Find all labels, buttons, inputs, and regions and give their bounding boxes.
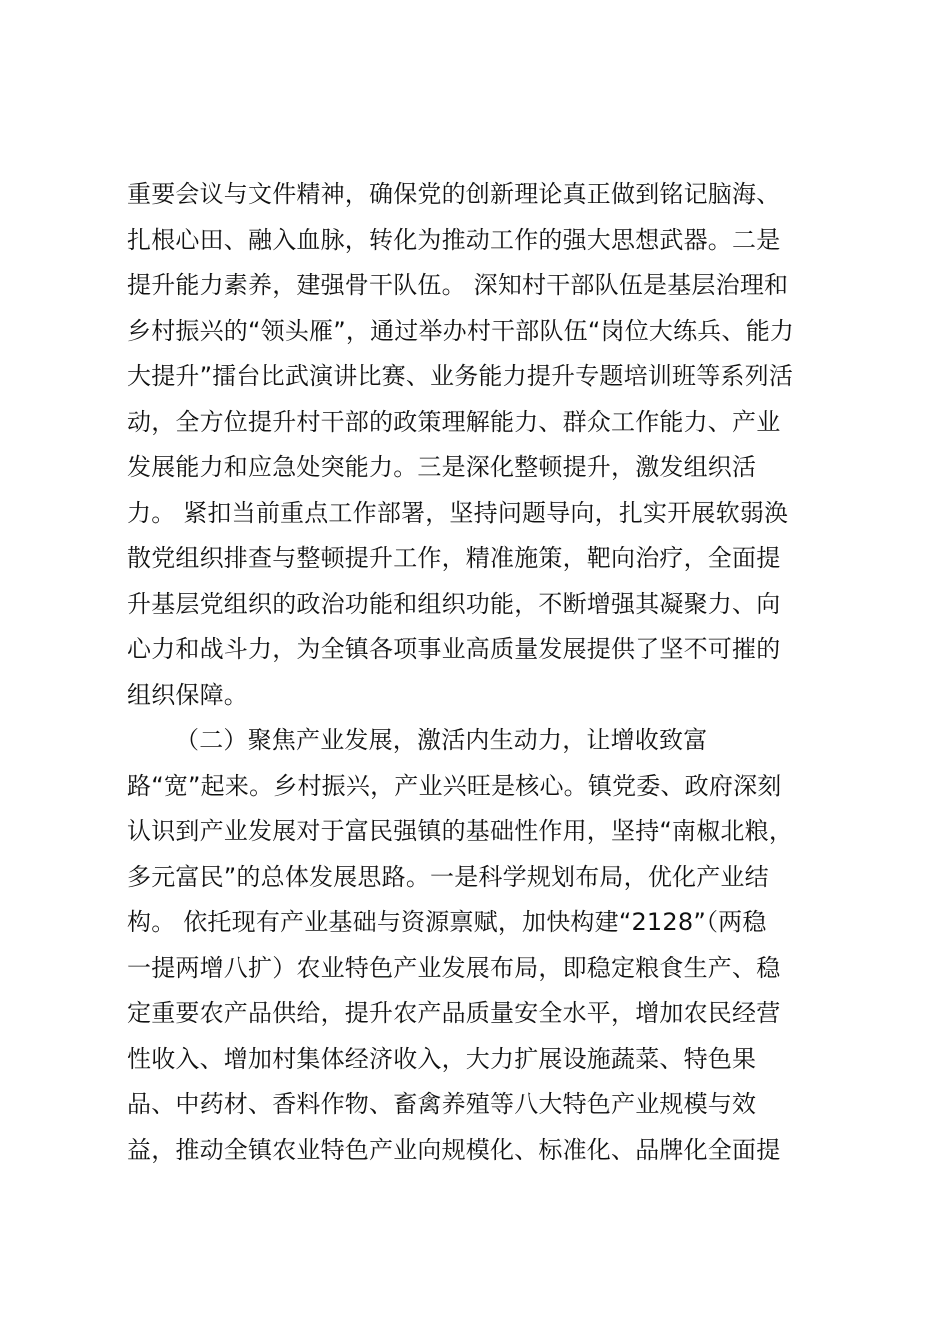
- text-line: 动，全方位提升村干部的政策理解能力、群众工作能力、产业: [127, 407, 781, 436]
- text-line: 提升能力素养，建强骨干队伍。 深知村干部队伍是基层治理和: [127, 271, 789, 299]
- text-line: 组织保障。: [127, 680, 248, 709]
- text-line: 构。 依托现有产业基础与资源禀赋，加快构建“2128”（两稳: [127, 908, 767, 936]
- text-line: 品、中药材、香料作物、畜禽养殖等八大特色产业规模与效: [127, 1090, 757, 1118]
- text-line: 重要会议与文件精神，确保党的创新理论真正做到铭记脑海、: [127, 180, 781, 208]
- text-line: 散党组织排查与整顿提升工作，精准施策，靶向治疗，全面提: [127, 544, 781, 572]
- text-line: 力。 紧扣当前重点工作部署，坚持问题导向，扎实开展软弱涣: [127, 498, 789, 527]
- text-line: 乡村振兴的“领头雁”，通过举办村干部队伍“岗位大练兵、能力: [127, 316, 795, 345]
- section-heading-line: （二）聚焦产业发展，激活内生动力，让增收致富: [175, 726, 708, 754]
- text-line: 大提升”擂台比武演讲比赛、业务能力提升专题培训班等系列活: [127, 362, 794, 390]
- text-line: 多元富民”的总体发展思路。一是科学规划布局，优化产业结: [127, 862, 769, 891]
- text-line: 路“宽”起来。乡村振兴，产业兴旺是核心。镇党委、政府深刻: [127, 771, 782, 800]
- text-line: 认识到产业发展对于富民强镇的基础性作用，坚持“南椒北粮，: [127, 817, 794, 845]
- body-text: [127, 172, 837, 1173]
- text-line: 定重要农产品供给，提升农产品质量安全水平，增加农民经营: [127, 999, 781, 1027]
- text-line: 一提两增八扩）农业特色产业发展布局，即稳定粮食生产、稳: [127, 953, 781, 982]
- text-line: 扎根心田、融入血脉，转化为推动工作的强大思想武器。二是: [127, 225, 781, 254]
- text-line: 发展能力和应急处突能力。三是深化整顿提升，激发组织活: [127, 453, 757, 481]
- text-line: 心力和战斗力，为全镇各项事业高质量发展提供了坚不可摧的: [127, 635, 781, 663]
- text-line: 性收入、增加村集体经济收入，大力扩展设施蔬菜、特色果: [127, 1044, 757, 1073]
- text-line: 益，推动全镇农业特色产业向规模化、标准化、品牌化全面提: [127, 1135, 781, 1164]
- text-line: 升基层党组织的政治功能和组织功能，不断增强其凝聚力、向: [127, 589, 781, 618]
